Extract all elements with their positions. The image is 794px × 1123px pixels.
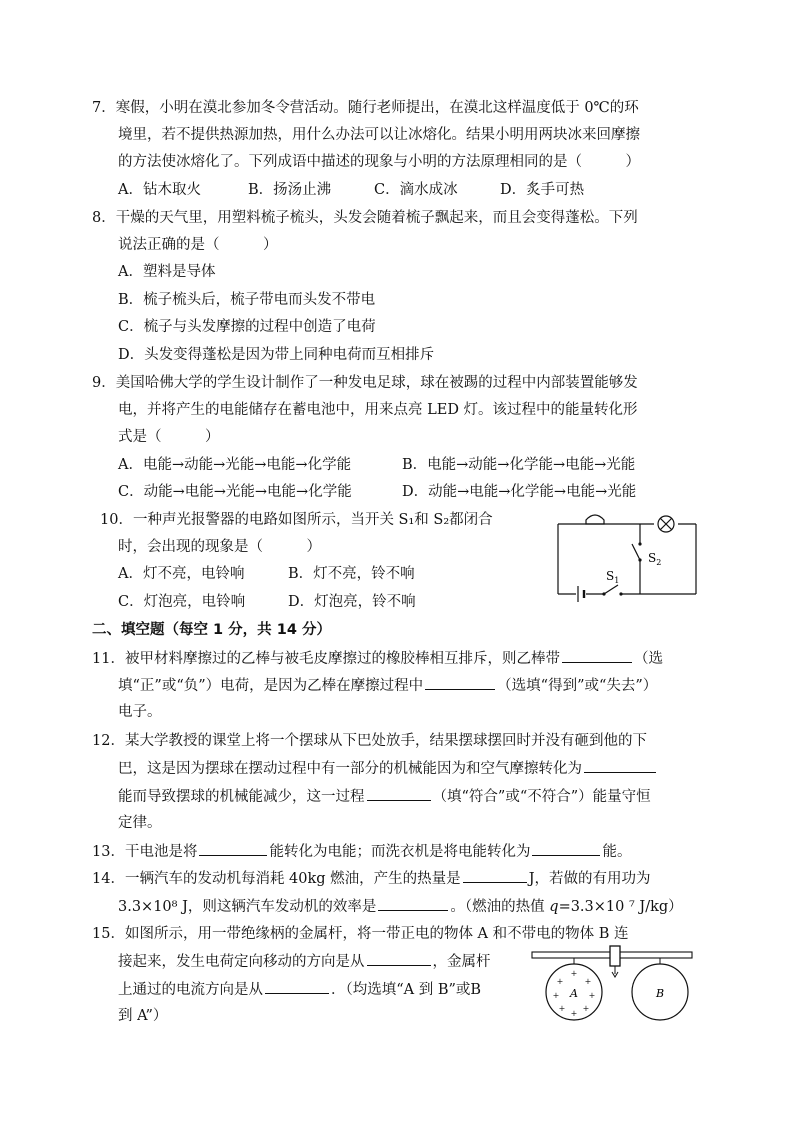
svg-text:+: + xyxy=(558,1004,566,1013)
q14-text-a: 14．一辆汽车的发动机每消耗 40kg 燃油，产生的热量是 xyxy=(92,871,461,887)
q7-line-2: 境里，若不提供热源加热，用什么办法可以让冰熔化。结果小明用两块冰来回摩擦 xyxy=(118,127,640,143)
sphere-b-label: B xyxy=(655,987,665,1000)
q14-text-e: =3.3×10 ⁷ J/kg） xyxy=(558,899,683,915)
q8-line-2: 说法正确的是（ ） xyxy=(118,237,278,253)
q12-line-1: 12．某大学教授的课堂上将一个摆球从下巴处放手，结果摆球摆回时并没有砸到他的下 xyxy=(92,733,647,749)
q14-text-c: 3.3×10⁸ J，则这辆汽车发动机的效率是 xyxy=(118,899,377,915)
q11-line-1 xyxy=(92,648,663,669)
q8-line-1: 8．干燥的天气里，用塑料梳子梳头，头发会随着梳子飘起来，而且会变得蓬松。下列 xyxy=(92,210,638,226)
q12-text-a: 巴，这是因为摆球在摆动过程中有一部分的机械能因为和空气摩擦转化为 xyxy=(118,761,582,777)
q11-line-3: 电子。 xyxy=(118,704,162,720)
q7-option-a: A．钻木取火 xyxy=(118,182,201,198)
sphere-a-label: A xyxy=(570,987,578,1000)
q10-option-b: B．灯不亮，铃不响 xyxy=(288,566,415,582)
q12-blank-2[interactable] xyxy=(367,786,431,801)
q9-line-3: 式是（ ） xyxy=(118,429,220,445)
insulating-handle xyxy=(610,946,620,966)
section-title: 二、填空题（每空 1 分，共 14 分） xyxy=(92,622,331,638)
q9-option-c: C．动能→电能→光能→电能→化学能 xyxy=(118,484,352,500)
q15-line-3 xyxy=(118,979,481,1000)
q11-blank-2[interactable] xyxy=(425,675,495,690)
q13-text-c: 能。 xyxy=(602,844,632,860)
q10-option-a: A．灯不亮，电铃响 xyxy=(118,566,245,582)
s1-label: $S_1$ xyxy=(606,569,620,585)
q13-blank-2[interactable] xyxy=(532,841,600,856)
q7-option-b: B．扬汤止沸 xyxy=(248,182,332,198)
q13-text-a: 13．干电池是将 xyxy=(92,844,198,860)
q9-line-1: 9．美国哈佛大学的学生设计制作了一种发电足球，球在被踢的过程中内部装置能够发 xyxy=(92,375,638,391)
q14-blank-2[interactable] xyxy=(378,896,448,911)
q10-option-c: C．灯泡亮，电铃响 xyxy=(118,594,246,610)
q14-heat-value-symbol: q xyxy=(549,899,559,915)
q11-text-a: 11．被甲材料摩擦过的乙棒与被毛皮摩擦过的橡胶棒相互排斥，则乙棒带 xyxy=(92,651,560,667)
q8-option-a: A．塑料是导体 xyxy=(118,264,216,280)
svg-text:+: + xyxy=(552,991,560,1000)
q10-line-1: 10．一种声光报警器的电路如图所示，当开关 S₁和 S₂都闭合 xyxy=(100,512,493,528)
q10-option-d: D．灯泡亮，铃不响 xyxy=(288,594,416,610)
q13-line xyxy=(92,841,631,862)
q7-option-d: D．炙手可热 xyxy=(500,182,585,198)
q8-option-d: D．头发变得蓬松是因为带上同种电荷而互相排斥 xyxy=(118,347,435,363)
q15-line-1: 15．如图所示，用一带绝缘柄的金属杆，将一带正电的物体 A 和不带电的物体 B 连 xyxy=(92,926,629,942)
q14-line-2 xyxy=(118,896,683,917)
svg-text:+: + xyxy=(556,977,564,986)
q11-blank-1[interactable] xyxy=(562,648,632,663)
q8-option-c: C．梳子与头发摩擦的过程中创造了电荷 xyxy=(118,319,376,335)
svg-text:+: + xyxy=(582,1004,590,1013)
q12-line-4: 定律。 xyxy=(118,815,162,831)
q10-circuit-diagram xyxy=(552,510,702,605)
q11-text-d: （选填“得到”或“失去”） xyxy=(497,678,658,694)
q7-line-1: 7．寒假，小明在漠北参加冬令营活动。随行老师提出，在漠北这样温度低于 0℃的环 xyxy=(92,100,639,116)
q14-blank-1[interactable] xyxy=(463,868,527,883)
q9-option-a: A．电能→动能→光能→电能→化学能 xyxy=(118,457,352,473)
q7-option-c: C．滴水成冰 xyxy=(374,182,458,198)
svg-text:+: + xyxy=(588,991,596,1000)
q14-line-1 xyxy=(92,868,651,889)
q15-text-d: ．（均选填“A 到 B”或B xyxy=(331,982,482,998)
s1-contact xyxy=(602,592,605,595)
q13-text-b: 能转化为电能；而洗衣机是将电能转化为 xyxy=(269,844,531,860)
q12-text-c: （填“符合”或“不符合”）能量守恒 xyxy=(432,789,651,805)
q15-text-b: ，金属杆 xyxy=(432,954,491,970)
q15-line-4: 到 A”） xyxy=(118,1008,168,1024)
q15-line-2 xyxy=(118,951,491,972)
q9-option-d: D．动能→电能→化学能→电能→光能 xyxy=(402,484,637,500)
svg-text:+: + xyxy=(584,977,592,986)
q15-blank-2[interactable] xyxy=(265,979,329,994)
q12-line-2 xyxy=(118,758,658,779)
q15-conductor-diagram xyxy=(528,944,698,1024)
q9-option-b: B．电能→动能→化学能→电能→光能 xyxy=(402,457,636,473)
svg-text:+: + xyxy=(570,969,578,978)
s2-contact-end xyxy=(638,558,641,561)
q7-line-3: 的方法使冰熔化了。下列成语中描述的现象与小明的方法原理相同的是（ ） xyxy=(118,154,640,170)
q15-text-c: 上通过的电流方向是从 xyxy=(118,982,263,998)
q15-text-a: 接起来，发生电荷定向移动的方向是从 xyxy=(118,954,365,970)
q11-line-2 xyxy=(118,675,657,696)
q14-text-d: 。（燃油的热值 xyxy=(450,899,550,915)
svg-text:+: + xyxy=(570,1009,578,1018)
s1-contact-end xyxy=(619,592,622,595)
q14-text-b: J，若做的有用功为 xyxy=(528,871,651,887)
q12-blank-1[interactable] xyxy=(584,758,656,773)
q8-option-b: B．梳子梳头后，梳子带电而头发不带电 xyxy=(118,292,376,308)
q11-text-b: （选 xyxy=(633,651,663,667)
s2-contact xyxy=(638,542,641,545)
q11-text-c: 填“正”或“负”）电荷，是因为乙棒在摩擦过程中 xyxy=(118,678,424,694)
q9-line-2: 电，并将产生的电能储存在蓄电池中，用来点亮 LED 灯。该过程中的能量转化形 xyxy=(118,402,638,418)
q10-line-2: 时，会出现的现象是（ ） xyxy=(118,539,321,555)
q12-line-3 xyxy=(118,786,651,807)
s2-label: $S_2$ xyxy=(648,551,662,567)
q12-text-b: 能而导致摆球的机械能减少，这一过程 xyxy=(118,789,365,805)
q13-blank-1[interactable] xyxy=(199,841,267,856)
q15-blank-1[interactable] xyxy=(367,951,431,966)
